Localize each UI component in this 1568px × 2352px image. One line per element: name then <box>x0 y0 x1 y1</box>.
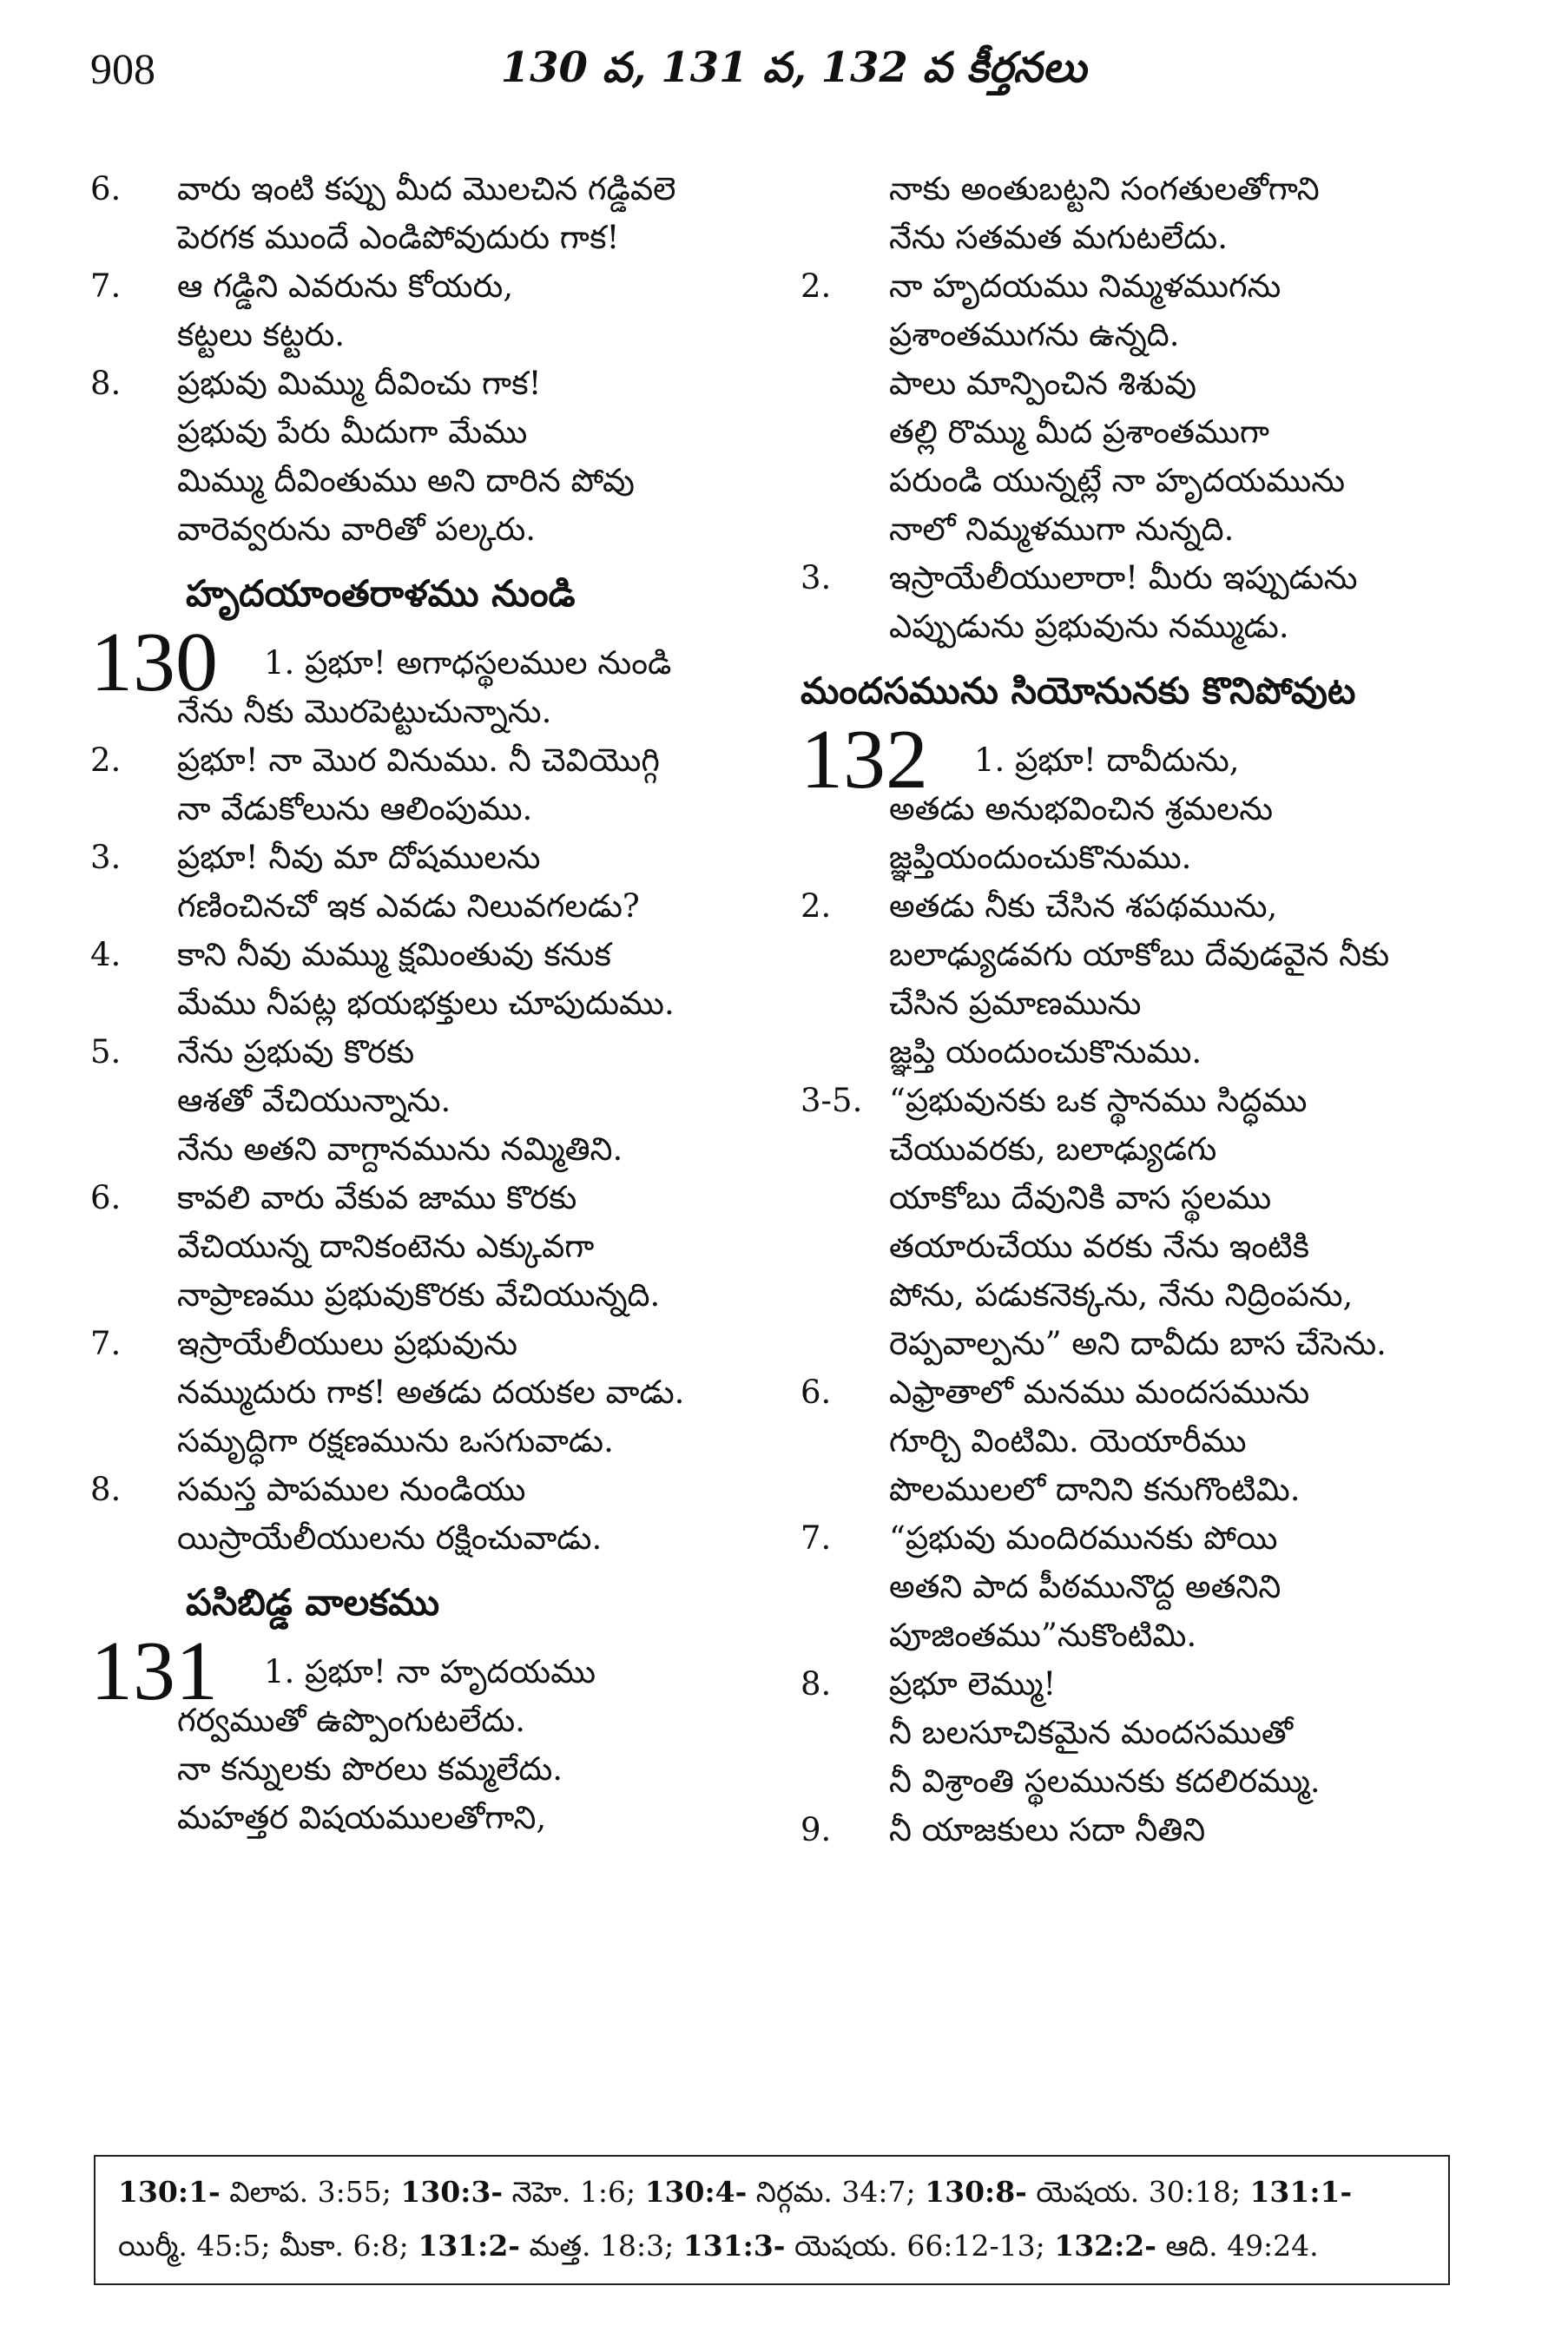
verse-line <box>800 359 1504 408</box>
psalm-heading: హృదయాంతరాళము నుండి <box>186 572 576 615</box>
verse-text: నా వేడుకోలును ఆలింపుము. <box>177 790 533 827</box>
psalm-start <box>90 1624 776 1718</box>
verse-line <box>90 882 776 931</box>
verse-line <box>90 214 776 262</box>
verse-number: 8. <box>90 365 122 402</box>
psalm-number: 132 <box>800 713 928 807</box>
verse-text: ఎప్పుడును ప్రభువును నమ్ముడు. <box>889 608 1289 645</box>
verse-text: నాకు అంతుబట్టని సంగతులతోగాని <box>889 170 1320 208</box>
verse-line <box>800 931 1504 979</box>
verse-text: పాలు మాన్పించిన శిశువు <box>889 365 1197 402</box>
verse-line <box>90 262 776 311</box>
verse-line <box>90 311 776 359</box>
psalm-number: 130 <box>90 616 218 709</box>
verse-text: చేయువరకు, బలాఢ్యుడగు <box>889 1130 1217 1168</box>
cross-reference-footnote <box>94 2155 1450 2285</box>
verse-line <box>90 979 776 1028</box>
verse-line <box>800 262 1504 311</box>
verse-text: నాలో నిమ్మళముగా నున్నది. <box>889 511 1235 548</box>
verse-line <box>90 408 776 457</box>
verse-text: తయారుచేయు వరకు నేను ఇంటికి <box>889 1228 1310 1265</box>
verse-line <box>800 214 1504 262</box>
verse-text: వారు ఇంటి కప్పు మీద మొలచిన గడ్డివలె <box>177 170 676 208</box>
verse-number: 7. <box>90 1325 122 1362</box>
verse-text: ఇస్రాయేలీయులు ప్రభువును <box>177 1325 518 1362</box>
verse-text: పోను, పడుకనెక్కను, నేను నిద్రింపను, <box>889 1276 1354 1314</box>
verse-line <box>90 1271 776 1320</box>
footnote-ref: 130:8- <box>925 2175 1027 2209</box>
verse-text: అతని పాద పీఠమునొద్ద అతనిని <box>889 1568 1281 1605</box>
verse-line <box>800 1611 1504 1660</box>
verse-line <box>800 1125 1504 1174</box>
footnote-ref: 130:1- <box>118 2175 221 2209</box>
verse-line <box>800 311 1504 359</box>
verse-text: అతడు అనుభవించిన శ్రమలను <box>889 790 1274 827</box>
verse-text: జ్ఞప్తి యందుంచుకొనుము. <box>889 1033 1202 1071</box>
verse-line <box>90 359 776 408</box>
footnote-text: విలాప. 3:55; <box>220 2175 401 2209</box>
verse-line <box>800 165 1504 214</box>
verse-text: వేచియున్న దానికంటెను ఎక్కువగా <box>177 1228 595 1265</box>
verse-line <box>90 1125 776 1174</box>
verse-text: “ప్రభువు మందిరమునకు పోయి <box>889 1519 1278 1557</box>
running-title: 130 వ, 131 వ, 132 వ కీర్తనలు <box>500 43 1087 92</box>
verse-text: మహత్తర విషయములతోగాని, <box>177 1799 547 1836</box>
verse-text: మేము నీపట్ల భయభక్తులు చూపుదుము. <box>177 985 675 1022</box>
verse-line <box>800 1320 1504 1368</box>
page-header <box>90 43 1497 113</box>
verse-line <box>800 554 1504 603</box>
footnote-line <box>118 2165 1426 2219</box>
verse-text: నీ విశ్రాంతి స్థలమునకు కదలిరమ్ము. <box>889 1762 1321 1800</box>
verse-line <box>90 931 776 979</box>
verse-number: 8. <box>90 1471 122 1508</box>
verse-text: రెప్పవాల్పను” అని దావీదు బాస చేసెను. <box>889 1325 1387 1362</box>
footnote-text: ఆది. 49:24. <box>1156 2229 1319 2263</box>
verse-line <box>90 505 776 554</box>
verse-text: నా కన్నులకు పొరలు కమ్మలేదు. <box>177 1750 563 1788</box>
verse-number: 2. <box>800 887 832 925</box>
verse-text: 1. ప్రభూ! నా హృదయము <box>264 1653 596 1690</box>
footnote-ref: 131:1- <box>1249 2175 1353 2209</box>
footnote-text: యెషయ. 66:12-13; <box>785 2229 1055 2263</box>
verse-text: 1. ప్రభూ! దావీదును, <box>974 741 1240 779</box>
verse-line <box>90 1514 776 1563</box>
verse-text: మిమ్ము దీవింతుము అని దారిన పోవు <box>177 462 635 499</box>
footnote-text: నెహె. 1:6; <box>503 2175 645 2209</box>
verse-number: 2. <box>90 741 122 779</box>
verse-number: 3. <box>800 559 832 596</box>
footnote-text: యెషయ. 30:18; <box>1026 2175 1250 2209</box>
verse-text: గర్వముతో ఉప్పొంగుటలేదు. <box>177 1702 525 1739</box>
verse-line <box>90 1028 776 1077</box>
psalm-heading: పసిబిడ్డ వాలకము <box>186 1581 440 1624</box>
verse-line <box>90 1222 776 1271</box>
verse-text: ప్రభూ లెమ్ము! <box>889 1665 1057 1703</box>
verse-number: 6. <box>90 1179 122 1216</box>
verse-text: ప్రభూ! నీవు మా దోషములను <box>177 839 541 876</box>
verse-text: “ప్రభువునకు ఒక స్థానము సిద్ధము <box>889 1082 1308 1119</box>
verse-line <box>800 1806 1504 1855</box>
verse-text: పరుండి యున్నట్లే నా హృదయమును <box>889 462 1346 499</box>
verse-number: 9. <box>800 1811 832 1848</box>
verse-text: పెరగక ముందే ఎండిపోవుదురు గాక! <box>177 219 620 256</box>
verse-text: సమృద్ధిగా రక్షణమును ఒసగువాడు. <box>177 1422 614 1459</box>
verse-text: నా హృదయము నిమ్మళముగను <box>889 267 1281 305</box>
footnote-ref: 130:4- <box>644 2175 748 2209</box>
verse-text: గూర్చి వింటిమి. యెయారీము <box>889 1422 1247 1459</box>
verse-line <box>90 1417 776 1466</box>
verse-line <box>90 1174 776 1222</box>
verse-text: నేను అతని వాగ్దానమును నమ్మితిని. <box>177 1130 623 1168</box>
verse-line <box>90 785 776 833</box>
verse-text: ప్రభూ! నా మొర వినుము. నీ చెవియొగ్గి <box>177 741 660 779</box>
psalm-number: 131 <box>90 1624 218 1718</box>
psalm-start <box>800 713 1504 807</box>
verse-line <box>800 505 1504 554</box>
verse-text: అతడు నీకు చేసిన శపథమును, <box>889 887 1278 925</box>
verse-text: నేను సతమత మగుటలేదు. <box>889 219 1228 256</box>
footnote-ref: 132:2- <box>1054 2229 1156 2263</box>
verse-text: పొలములలో దానిని కనుగొంటిమి. <box>889 1471 1301 1508</box>
verse-text: ఆశతో వేచియున్నాను. <box>177 1082 451 1119</box>
verse-text: కాని నీవు మమ్ము క్షమింతువు కనుక <box>177 936 611 973</box>
verse-line <box>90 457 776 505</box>
verse-line <box>90 736 776 785</box>
verse-line <box>800 1077 1504 1125</box>
verse-line <box>800 1417 1504 1466</box>
verse-text: గణించినచో ఇక ఎవడు నిలువగలడు? <box>177 887 640 925</box>
verse-line <box>90 1368 776 1417</box>
page-number: 908 <box>90 44 155 93</box>
verse-line <box>800 1709 1504 1757</box>
left-column <box>90 165 776 1842</box>
verse-number: 4. <box>90 936 122 973</box>
footnote-text: యిర్మీ. 45:5; మీకా. 6:8; <box>118 2229 418 2263</box>
verse-line <box>800 603 1504 651</box>
footnote-ref: 130:3- <box>400 2175 504 2209</box>
verse-line <box>800 979 1504 1028</box>
verse-line <box>800 882 1504 931</box>
verse-text: నమ్ముదురు గాక! అతడు దయకల వాడు. <box>177 1374 685 1411</box>
verse-text: నీ యాజకులు సదా నీతిని <box>889 1811 1206 1848</box>
verse-line <box>800 1271 1504 1320</box>
verse-text: తల్లి రొమ్ము మీద ప్రశాంతముగా <box>889 413 1269 451</box>
footnote-line <box>118 2219 1426 2273</box>
verse-line <box>90 1745 776 1794</box>
verse-text: సమస్త పాపముల నుండియు <box>177 1471 526 1508</box>
verse-line <box>90 688 776 736</box>
verse-text: నాప్రాణము ప్రభువుకొరకు వేచియున్నది. <box>177 1276 661 1314</box>
verse-line <box>800 1222 1504 1271</box>
footnote-ref: 131:3- <box>682 2229 786 2263</box>
footnote-text: నిర్గమ. 34:7; <box>747 2175 926 2209</box>
verse-text: ఇస్రాయేలీయులారా! మీరు ఇప్పుడును <box>889 559 1358 596</box>
verse-line <box>800 833 1504 882</box>
verse-number: 6. <box>800 1374 832 1411</box>
verse-number: 7. <box>90 267 122 305</box>
verse-text: యాకోబు దేవునికి వాస స్థలము <box>889 1179 1272 1216</box>
verse-line <box>800 1466 1504 1514</box>
verse-text: నేను నీకు మొరపెట్టుచున్నాను. <box>177 693 552 730</box>
verse-line <box>800 785 1504 833</box>
verse-text: ప్రశాంతముగను ఉన్నది. <box>889 316 1180 353</box>
verse-line <box>800 1563 1504 1611</box>
verse-line <box>800 1514 1504 1563</box>
verse-text: ప్రభువు మిమ్ము దీవించు గాక! <box>177 365 542 402</box>
verse-text: నీ బలసూచికమైన మందసముతో <box>889 1714 1294 1751</box>
verse-number: 2. <box>800 267 832 305</box>
verse-text: కట్టలు కట్టరు. <box>177 316 346 353</box>
verse-number: 8. <box>800 1665 832 1703</box>
verse-number: 3. <box>90 839 122 876</box>
psalm-heading: మందసమును సియోనునకు కొనిపోవుట <box>800 669 1356 712</box>
verse-text: బలాఢ్యుడవగు యాకోబు దేవుడవైన నీకు <box>889 936 1390 973</box>
verse-line <box>800 1368 1504 1417</box>
verse-line <box>800 408 1504 457</box>
verse-number: 6. <box>90 170 122 208</box>
verse-line <box>90 1466 776 1514</box>
verse-text: ఆ గడ్డిని ఎవరును కోయరు, <box>177 267 514 305</box>
verse-text: ఎఫ్రాతాలో మనము మందసమును <box>889 1374 1310 1411</box>
verse-number: 7. <box>800 1519 832 1557</box>
right-column <box>800 165 1504 1855</box>
verse-text: పూజింతము”నుకొంటిమి. <box>889 1617 1197 1654</box>
verse-line <box>800 1660 1504 1709</box>
verse-number: 3-5. <box>800 1082 863 1119</box>
verse-line <box>800 1174 1504 1222</box>
verse-text: చేసిన ప్రమాణమును <box>889 985 1142 1022</box>
verse-text: జ్ఞప్తియందుంచుకొనుము. <box>889 839 1192 876</box>
verse-line <box>90 165 776 214</box>
verse-text: వారెవ్వరును వారితో పల్కరు. <box>177 511 537 548</box>
footnote-text: మత్త. 18:3; <box>519 2229 683 2263</box>
verse-text: యిస్రాయేలీయులను రక్షించువాడు. <box>177 1519 603 1557</box>
verse-line <box>800 1757 1504 1806</box>
verse-line <box>800 457 1504 505</box>
verse-line <box>90 1077 776 1125</box>
verse-text: కావలి వారు వేకువ జాము కొరకు <box>177 1179 577 1216</box>
verse-line <box>800 1028 1504 1077</box>
psalm-start <box>90 616 776 709</box>
verse-line <box>90 1696 776 1745</box>
footnote-ref: 131:2- <box>418 2229 520 2263</box>
verse-text: ప్రభువు పేరు మీదుగా మేము <box>177 413 528 451</box>
verse-text: నేను ప్రభువు కొరకు <box>177 1033 415 1071</box>
verse-text: 1. ప్రభూ! అగాధస్థలముల నుండి <box>264 644 672 682</box>
verse-number: 5. <box>90 1033 122 1071</box>
verse-line <box>90 1320 776 1368</box>
verse-line <box>90 1794 776 1842</box>
verse-line <box>90 833 776 882</box>
